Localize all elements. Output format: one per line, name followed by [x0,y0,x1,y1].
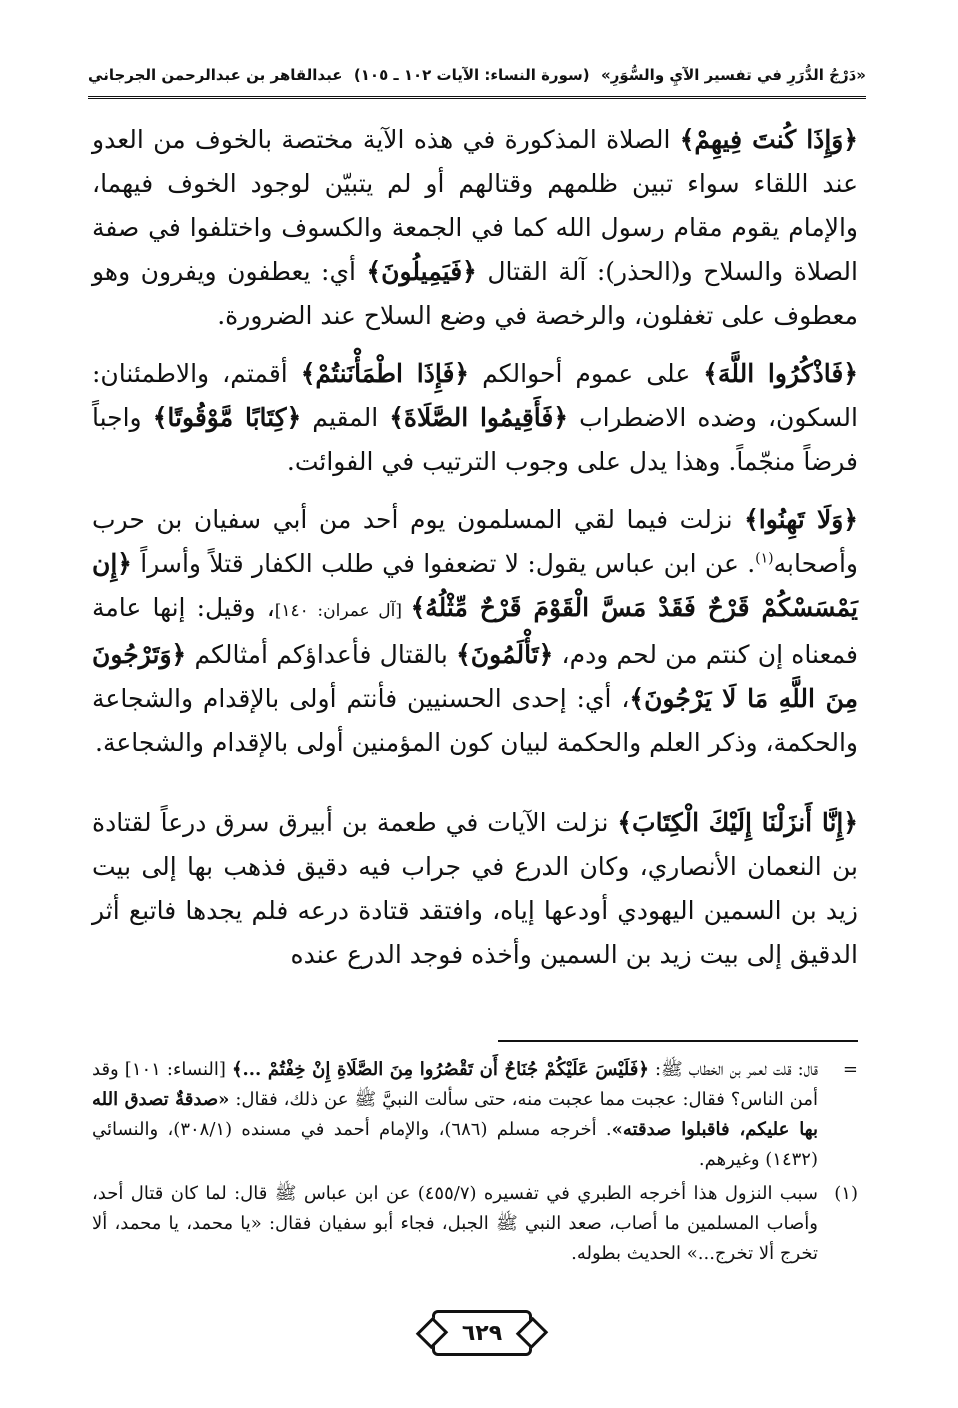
page-number: ٦٢٩ [458,1321,506,1346]
page-number-ornament [432,1310,532,1356]
paragraph-text: . عن ابن عباس يقول: لا تضعفوا في طلب الكفار قتلاً وأسراً [131,549,756,578]
main-text [92,118,858,991]
running-header [88,58,866,92]
paragraph-4 [92,801,858,977]
quran-quote: ﴿إِن يَمْسَسْكُمْ قَرْحٌ فَقَدْ مَسَّ الْقَوْمَ قَرْحٌ مِّثْلُهُ﴾ [92,549,858,622]
paragraph-text: المقيم [301,403,390,432]
paragraph-text: ، أي: إحدى الحسنيين فأنتم أولى بالإقدام والشجاعة والحكمة، وذكر العلم والحكمة لبيان كون المؤمنين أولى بالإقدام والشجاعة. [92,684,858,757]
quran-quote: ﴿وَتَرْجُونَ مِنَ اللَّهِ مَا لَا يَرْجُونَ﴾ [92,640,859,713]
footnote-hadith: «صدقةٌ تصدق الله بها عليكم، فاقبلوا صدقته» [92,1089,818,1140]
paragraph-text: أقمتم، والاطمئنان: السكون، وضده الاضطراب [92,359,858,432]
footnote-part: [النساء: ١٠١] وقد أمن الناس؟ فقال: عجبت مما عجبت منه، حتى سألت النبيَّ ﷺ عن ذلك، فقال: [92,1059,818,1110]
paragraph-2 [92,352,858,484]
quran-quote: ﴿فَأَقِيمُوا الصَّلَاةَ﴾ [389,403,568,432]
paragraph-text: نزلت الآيات في طعمة بن أبيرق سرق درعاً لقتادة بن النعمان الأنصاري، وكان الدرع في جراب فيه دقيق فذهب بها إلى بيت زيد بن السمين اليهودي أودعها إياه، وافتقد قتادة درعه فلم يجدها فاتبع أثر الدقيق إلى بيت زيد بن السمين وأخذه فوجد الدرع عنده [92,808,858,969]
quran-quote: ﴿فَيَمِيلُونَ﴾ [366,257,477,286]
paragraph-text: الصلاة المذكورة في هذه الآية مختصة بالخوف من العدو عند اللقاء سواء تبين ظلمهم وقتالهم أو لم يتبيّن لوجود الخوف فيهما، والإمام يقوم مقام رسول الله كما في الجمعة والكسوف واختلفوا في صفة الصلاة والسلاح و(الحذر): آلة القتال [92,125,858,286]
paragraph-gap [92,779,858,801]
paragraph-3 [92,498,858,765]
quran-quote: ﴿إِنَّا أَنزَلْنَا إِلَيْكَ الْكِتَابَ﴾ [617,808,858,837]
quran-quote: ﴿فَاذْكُرُوا اللَّهَ﴾ [703,359,858,388]
footnote-part: . أخرجه مسلم (٦٨٦)، والإمام أحمد في مسنده (٣٠٨/١)، والنسائي (١٤٣٢) وغيرهم. [92,1119,818,1170]
section-title: (سورة النساء: الآيات ١٠٢ ـ ١٠٥) [353,66,590,84]
quran-quote: ﴿كِتَابًا مَّوْقُوتًا﴾ [152,403,302,432]
footnote-mark: = [842,1059,858,1080]
footnote-reference: (١) [755,550,774,567]
footnote-continued [92,1055,858,1175]
quran-quote: ﴿وَإِذَا كُنتَ فِيهِمْ﴾ [679,125,858,154]
book-title: «دَرْجُ الدُّرَرِ في تفسير الآيِ والسُّوَرِ» [601,66,866,84]
paragraph-text: بالقتال فأعداؤكم أمثالكم [186,640,457,669]
footnote-separator [498,1040,858,1042]
footnote-text [92,1055,818,1175]
paragraph-1 [92,118,858,338]
footnotes [92,1055,858,1273]
paragraph-text: واجباً فرضاً منجّماً. وهذا يدل على وجوب الترتيب في الفوائت. [92,403,858,476]
header-rule [88,96,866,102]
author-name: عبدالقاهر بن عبدالرحمن الجرجاني [88,66,343,84]
verse-reference: [آل عمران: ١٤٠] [274,601,411,621]
quran-quote: ﴿فَإِذَا اطْمَأْنَنتُمْ﴾ [300,359,470,388]
footnote-text: سبب النزول هذا أخرجه الطبري في تفسيره (٤٥٥/٧) عن ابن عباس ﷺ قال: لما كان قتال أحد، وأصاب المسلمين ما أصاب، صعد النبي ﷺ الجبل، فجاء أبو سفيان فقال: «يا محمد، يا محمد، ألا تخرج ألا تخرج...» الحديث بطوله. [92,1183,818,1264]
footnote-1 [92,1179,858,1269]
quran-quote: ﴿وَلَا تَهِنُوا﴾ [744,505,859,534]
paragraph-text: ، وقيل: إنها عامة فمعناه إن كنتم من لحم ودم، [92,593,858,669]
paragraph-text: على عموم أحوالكم [469,359,704,388]
paragraph-text: نزلت فيما لقي المسلمون يوم أحد من أبي سفيان بن حرب وأصحابه [92,505,858,578]
footnote-mark: (١) [834,1183,858,1204]
quran-quote: ﴿تَأْلَمُونَ﴾ [456,640,554,669]
paragraph-text: أي: يعطفون ويفرون وهو معطوف على تغفلون، والرخصة في وضع السلاح عند الضرورة. [92,257,858,330]
footnote-part: قال: قلت لعمر بن الخطاب ﷺ: [648,1059,818,1080]
footnote-quran-quote: ﴿فَلَيْسَ عَلَيْكُمْ جُنَاحٌ أَن تَقْصُرُوا مِنَ الصَّلَاةِ إِنْ خِفْتُمْ ...﴾ [231,1059,649,1080]
